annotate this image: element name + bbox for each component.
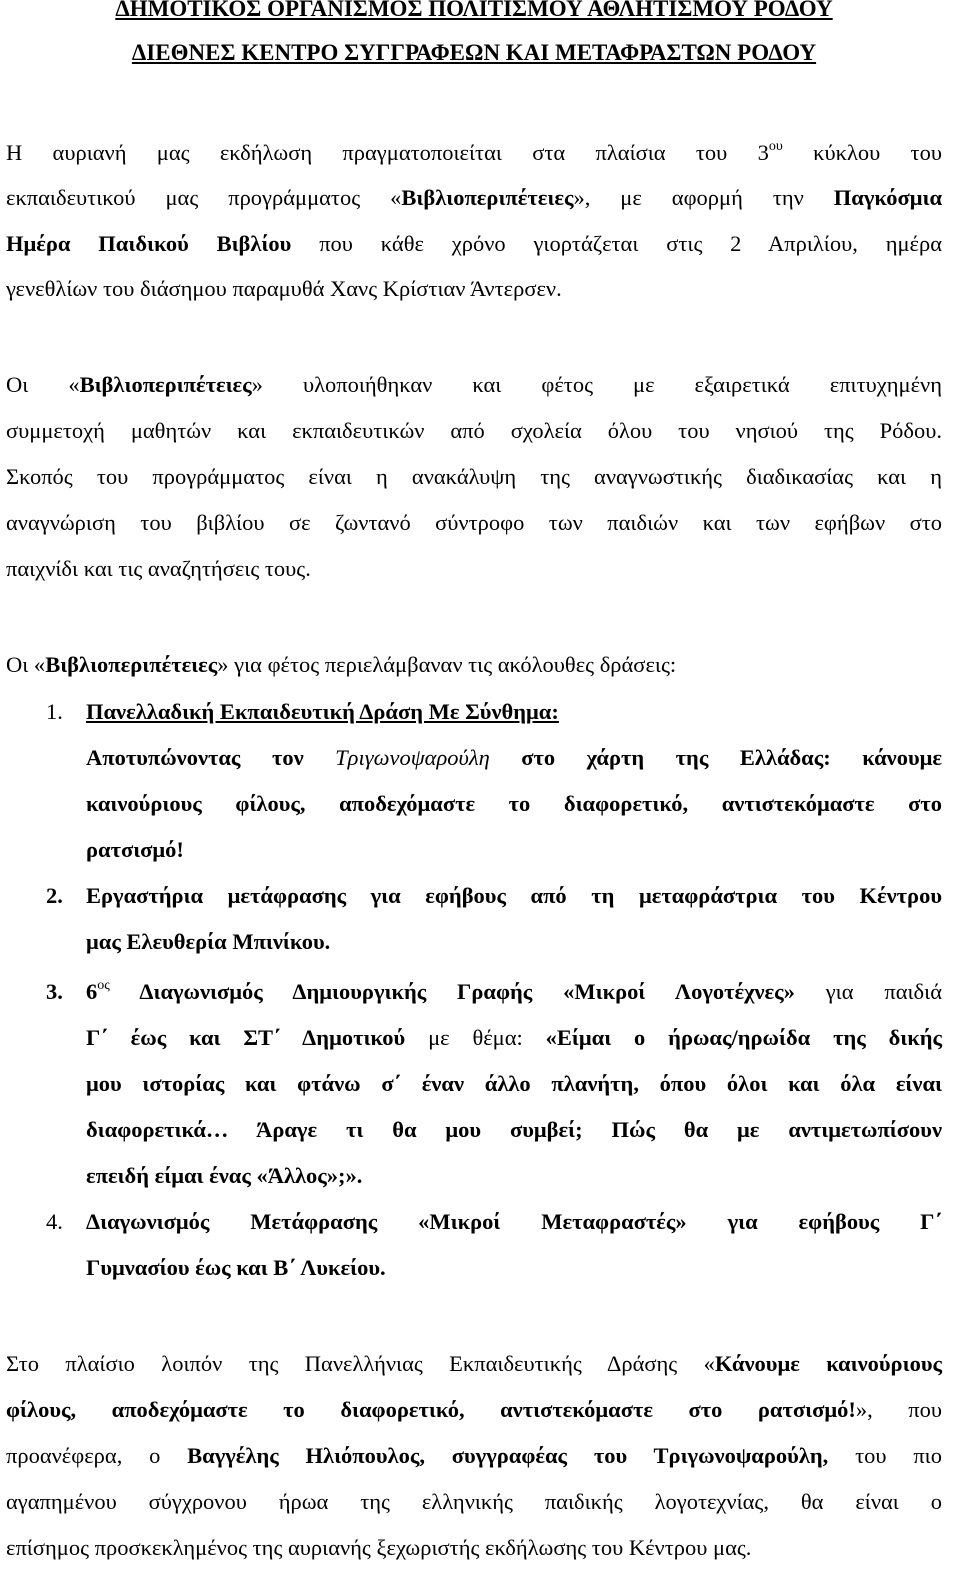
list-item-1-line-3 — [86, 789, 942, 819]
text: Οι « — [6, 652, 46, 677]
paragraph-4-line-3 — [6, 1441, 942, 1471]
bold-text: Εργαστήρια μετάφρασης για εφήβους από τη μεταφράστρια του Κέντρου — [86, 883, 942, 908]
paragraph-2-line-5 — [6, 554, 942, 584]
text: αναγνώριση του βιβλίου σε ζωντανό σύντροφο των παιδιών και των εφήβων στο — [6, 510, 942, 535]
list-item-4-line-1 — [86, 1207, 942, 1237]
bold-text: «Είμαι ο ήρωας/ηρωίδα της δικής — [545, 1025, 943, 1050]
paragraph-2-line-1 — [6, 370, 942, 400]
list-item-3-line-4 — [86, 1115, 942, 1145]
bold-text: Γ΄ έως και ΣΤ΄ Δημοτικού — [86, 1025, 406, 1050]
superscript: ος — [97, 978, 110, 993]
text: κύκλου του — [782, 140, 942, 165]
program-name: Βιβλιοπεριπέτειες — [79, 372, 252, 397]
text: εκπαιδευτικού μας προγράμματος « — [6, 185, 402, 210]
list-number-3: 3. — [46, 979, 63, 1004]
list-number-4: 4. — [46, 1209, 63, 1234]
text: Οι « — [6, 372, 80, 397]
bold-text: Βαγγέλης Ηλιόπουλος, συγγραφέας του Τριγωνοψαρούλη, — [187, 1443, 829, 1468]
paragraph-1-line-1 — [6, 138, 942, 168]
bold-text: καινούριους φίλους, αποδεχόμαστε το διαφορετικό, αντιστεκόμαστε στο — [86, 791, 942, 816]
bold-text: ρατσισμό! — [86, 837, 184, 862]
paragraph-1-line-4 — [6, 274, 942, 304]
paragraph-1-line-2 — [6, 183, 942, 213]
list-item-1-line-2 — [86, 743, 942, 773]
paragraph-4-line-4 — [6, 1487, 942, 1517]
program-name: Βιβλιοπεριπέτειες — [45, 652, 218, 677]
list-item-3-line-3 — [86, 1069, 942, 1099]
paragraph-1-line-3 — [6, 229, 942, 259]
list-number-2: 2. — [46, 883, 63, 908]
paragraph-2-line-2 — [6, 416, 942, 446]
header-center — [6, 38, 942, 68]
bold-text: Ημέρα Παιδικού Βιβλίου — [6, 231, 292, 256]
bold-text: Διαγωνισμός Δημιουργικής Γραφής «Μικροί Λογοτέχνες» — [109, 979, 826, 1004]
bold-text: μου ιστορίας και φτάνω σ΄ έναν άλλο πλανήτη, όπου όλοι και όλα είναι — [86, 1071, 942, 1096]
text: Η αυριανή μας εκδήλωση πραγματοποιείται στα πλαίσια του 3 — [6, 140, 769, 165]
superscript: ου — [768, 139, 783, 154]
list-item-2-line-2 — [86, 927, 942, 957]
text: » υλοποιήθηκαν και φέτος με εξαιρετικά επιτυχημένη — [251, 372, 942, 397]
bold-text: Γυμνασίου έως και Β΄ Λυκείου. — [86, 1255, 386, 1280]
paragraph-4-line-1 — [6, 1349, 942, 1379]
bold-text: φίλους, αποδεχόμαστε το διαφορετικό, αντιστεκόμαστε στο ρατσισμό! — [6, 1397, 856, 1422]
text: », που — [855, 1397, 942, 1422]
text: προανέφερα, ο — [6, 1443, 188, 1468]
list-item-3-line-2 — [86, 1023, 942, 1053]
text: παιχνίδι και τις αναζητήσεις τους. — [6, 556, 311, 581]
text: επίσημος προσκεκλημένος της αυριανής ξεχωριστής εκδήλωσης του Κέντρου μας. — [6, 1535, 752, 1560]
bold-text: επειδή είμαι ένας «Άλλος»;». — [86, 1163, 363, 1188]
italic-text: Τριγωνοψαρούλη — [335, 745, 490, 770]
bold-text: 6 — [86, 979, 98, 1004]
text: » για φέτος περιελάμβαναν τις ακόλουθες δράσεις: — [217, 652, 677, 677]
bold-text: στο χάρτη της Ελλάδας: κάνουμε — [489, 745, 942, 770]
text: για παιδιά — [825, 979, 942, 1004]
text: γενεθλίων του διάσημου παραμυθά Χανς Κρίστιαν Άντερσεν. — [6, 276, 562, 301]
text: Στο πλαίσιο λοιπόν της Πανελλήνιας Εκπαιδευτικής Δράσης « — [6, 1351, 715, 1376]
text: Σκοπός του προγράμματος είναι η ανακάλυψη της αναγνωστικής διαδικασίας και η — [6, 464, 942, 489]
list-item-3-line-5 — [86, 1161, 942, 1191]
bold-text: Παγκόσμια — [833, 185, 943, 210]
bold-text: Κάνουμε καινούριους — [714, 1351, 942, 1376]
list-item-1-line-4 — [86, 835, 942, 865]
paragraph-4-line-2 — [6, 1395, 942, 1425]
bold-text: διαφορετικά… Άραγε τι θα μου συμβεί; Πώς θα με αντιμετωπίσουν — [86, 1117, 942, 1142]
text: αγαπημένου σύγχρονου ήρωα της ελληνικής παιδικής λογοτεχνίας, θα είναι ο — [6, 1489, 942, 1514]
paragraph-4-line-5 — [6, 1533, 942, 1563]
text: που κάθε χρόνο γιορτάζεται στις 2 Απριλίου, ημέρα — [291, 231, 942, 256]
header-organization-text: ΔΗΜΟΤΙΚΟΣ ΟΡΓΑΝΙΣΜΟΣ ΠΟΛΙΤΙΣΜΟΥ ΑΘΛΗΤΙΣΜΟΥ ΡΟΔΟΥ — [115, 0, 833, 21]
list-item-3-line-1 — [86, 977, 942, 1007]
list-item-4-line-2 — [86, 1253, 942, 1283]
bold-text: μας Ελευθερία Μπινίκου. — [86, 929, 331, 954]
text: με θέμα: — [405, 1025, 546, 1050]
list-number-1: 1. — [46, 699, 63, 724]
list-item-1-heading — [86, 697, 942, 727]
bold-text: Διαγωνισμός Μετάφρασης «Μικροί Μεταφραστές» για εφήβους Γ΄ — [86, 1209, 942, 1234]
program-name: Βιβλιοπεριπέτειες — [401, 185, 574, 210]
text: του πιο — [828, 1443, 942, 1468]
text: συμμετοχή μαθητών και εκπαιδευτικών από σχολεία όλου του νησιού της Ρόδου. — [6, 418, 942, 443]
bold-text: Αποτυπώνοντας τον — [86, 745, 336, 770]
list-item-2-line-1 — [86, 881, 942, 911]
paragraph-3 — [6, 650, 942, 680]
header-organization — [6, 0, 942, 24]
bold-text: Πανελλαδική Εκπαιδευτική Δράση Με Σύνθημα: — [86, 699, 559, 724]
paragraph-2-line-4 — [6, 508, 942, 538]
paragraph-2-line-3 — [6, 462, 942, 492]
header-center-text: ΔΙΕΘΝΕΣ ΚΕΝΤΡΟ ΣΥΓΓΡΑΦΕΩΝ ΚΑΙ ΜΕΤΑΦΡΑΣΤΩΝ ΡΟΔΟΥ — [131, 40, 817, 65]
text: », με αφορμή την — [573, 185, 834, 210]
